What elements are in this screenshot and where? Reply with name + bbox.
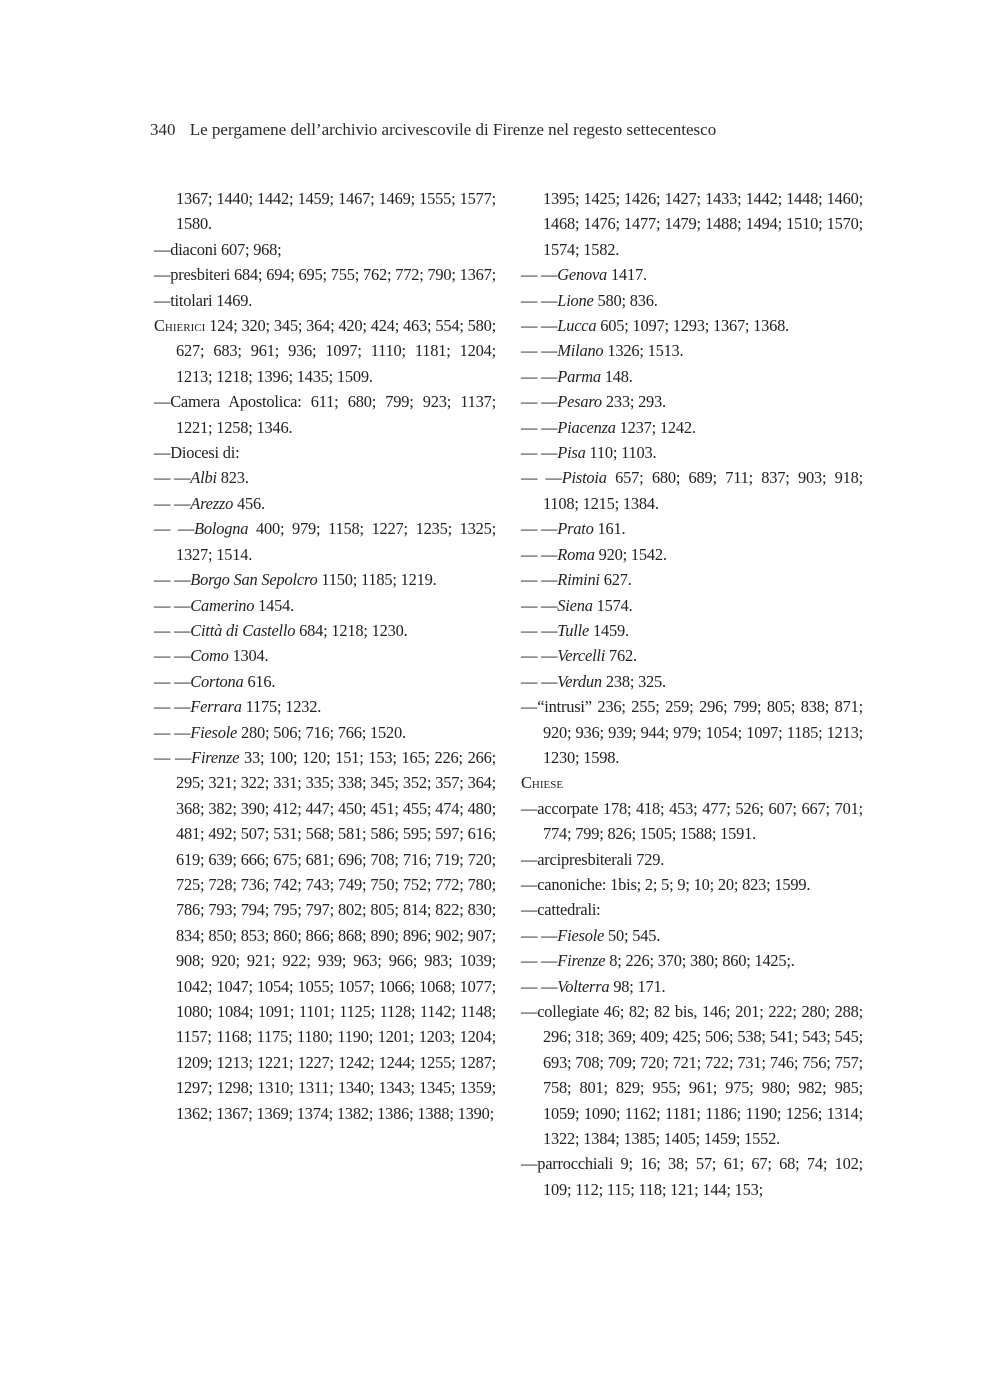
entry-references: 920; 1542.: [598, 544, 667, 564]
entry-dash: — —: [154, 722, 191, 742]
entry-dash: — —: [521, 951, 558, 971]
index-entry: [521, 1151, 863, 1202]
index-entry: [521, 897, 863, 922]
entry-references: 1417.: [610, 265, 647, 285]
index-entry: [521, 643, 863, 668]
entry-term: canoniche:: [537, 874, 607, 894]
index-entry: [154, 720, 496, 745]
entry-dash: — —: [521, 595, 558, 615]
entry-dash: —: [154, 265, 171, 285]
index-entry: [154, 618, 496, 643]
index-entry: [154, 745, 496, 1126]
entry-dash: —: [154, 290, 171, 310]
index-entry: [521, 313, 863, 338]
index-entry: [154, 262, 496, 287]
index-entry: [521, 694, 863, 770]
entry-term: Lucca: [557, 316, 597, 336]
entry-dash: — —: [521, 443, 558, 463]
running-title: Le pergamene dell’archivio arcivescovile di Firenze nel regesto settecentesco: [189, 120, 717, 139]
entry-dash: — —: [521, 544, 558, 564]
index-entry: [154, 389, 496, 440]
entry-references: 1304.: [232, 646, 269, 666]
entry-term: arcipresbiterali: [537, 849, 633, 869]
entry-dash: —: [521, 798, 538, 818]
entry-term: Prato: [557, 519, 594, 539]
running-header: [150, 120, 850, 140]
entry-term: Genova: [557, 265, 608, 285]
entry-term: collegiate: [537, 1002, 599, 1021]
entry-dash: — —: [521, 316, 558, 336]
index-entry: [154, 491, 496, 516]
entry-term: Verdun: [557, 671, 602, 691]
index-entry: [154, 313, 496, 389]
index-entry: [521, 618, 863, 643]
entry-term: Camerino: [190, 595, 255, 615]
entry-dash: —: [154, 392, 171, 412]
entry-term: diaconi: [170, 239, 218, 259]
entry-term: Cortona: [190, 671, 244, 691]
entry-dash: — —: [154, 697, 191, 717]
entry-references: 684; 1218; 1230.: [299, 620, 408, 640]
entry-references: 762.: [609, 646, 637, 666]
index-entry: [521, 974, 863, 999]
entry-term: accorpate: [537, 798, 599, 818]
entry-term: Borgo San Sepolcro: [190, 570, 318, 590]
entry-dash: — —: [521, 976, 558, 996]
index-entry: [154, 643, 496, 668]
entry-dash: —: [521, 874, 538, 894]
entry-references: 50; 545.: [608, 925, 661, 945]
entry-term: Volterra: [557, 976, 610, 996]
index-entry: [521, 440, 863, 465]
entry-references: 684; 694; 695; 755; 762; 772; 790; 1367;: [234, 265, 497, 285]
entry-term: Diocesi di:: [170, 443, 240, 463]
index-entry: [154, 237, 496, 262]
entry-dash: — —: [521, 646, 558, 666]
entry-term: Piacenza: [557, 417, 616, 437]
entry-term: Ferrara: [190, 697, 242, 717]
entry-references: 580; 836.: [597, 290, 658, 310]
index-entry: [521, 415, 863, 440]
entry-references: 1175; 1232.: [245, 697, 322, 717]
entry-references: 236; 255; 259; 296; 799; 805; 838; 871; 920; 936; 939; 944; 979; 1054; 1097; 1185; 1213; 1230; 1598.: [543, 697, 863, 767]
entry-references: 110; 1103.: [589, 443, 657, 463]
entry-dash: — —: [154, 519, 195, 539]
entry-dash: — —: [521, 925, 558, 945]
entry-references: 178; 418; 453; 477; 526; 607; 667; 701; 774; 799; 826; 1505; 1588; 1591.: [543, 798, 863, 844]
entry-term: presbiteri: [170, 265, 231, 285]
entry-dash: — —: [154, 493, 191, 513]
index-entry: [154, 186, 496, 237]
entry-references: 9; 16; 38; 57; 61; 67; 68; 74; 102; 109; 112; 115; 118; 121; 144; 153;: [543, 1154, 863, 1199]
entry-dash: — —: [521, 417, 558, 437]
entry-term: Albi: [190, 468, 217, 488]
entry-term: Tulle: [557, 620, 590, 640]
entry-references: 456.: [237, 493, 265, 513]
index-entry: [154, 567, 496, 592]
entry-references: 1454.: [258, 595, 295, 615]
entry-references: 605; 1097; 1293; 1367; 1368.: [600, 316, 790, 336]
entry-references: 823.: [220, 468, 249, 488]
entry-term: “intrusi”: [537, 697, 592, 717]
entry-dash: —: [154, 239, 171, 259]
entry-dash: — —: [521, 366, 558, 386]
entry-heading: Chiese: [521, 773, 564, 793]
entry-dash: — —: [154, 747, 192, 767]
page-number: 340: [150, 120, 176, 139]
index-entry: [154, 440, 496, 465]
entry-references: 161.: [597, 519, 626, 539]
index-entry: [521, 999, 863, 1151]
entry-dash: — —: [521, 392, 558, 412]
entry-term: Camera Apostolica:: [170, 392, 302, 412]
index-entry: [521, 542, 863, 567]
entry-dash: — —: [521, 671, 558, 691]
entry-references: 1459.: [592, 620, 629, 640]
index-entry: [154, 516, 496, 567]
index-column-left: [154, 186, 496, 1126]
entry-dash: — —: [521, 265, 558, 285]
entry-term: Firenze: [191, 747, 240, 767]
index-entry: [521, 262, 863, 287]
index-entry: [521, 288, 863, 313]
entry-term: Fiesole: [190, 722, 238, 742]
entry-dash: — —: [154, 570, 191, 590]
entry-references: 280; 506; 716; 766; 1520.: [241, 722, 406, 742]
index-entry: [521, 389, 863, 414]
index-entry: [521, 186, 863, 262]
entry-term: Como: [190, 646, 229, 666]
entry-dash: —: [521, 697, 538, 717]
entry-dash: —: [521, 1002, 538, 1021]
index-entry: [521, 923, 863, 948]
entry-dash: — —: [521, 341, 558, 361]
entry-references: 616.: [247, 671, 276, 691]
entry-term: Città di Castello: [190, 620, 296, 640]
entry-term: parrocchiali: [537, 1154, 614, 1174]
entry-references: 233; 293.: [605, 392, 666, 412]
index-column-right: [521, 186, 863, 1202]
index-entry: [521, 593, 863, 618]
entry-term: Pesaro: [557, 392, 602, 412]
index-entry: [154, 593, 496, 618]
entry-dash: — —: [154, 468, 191, 488]
entry-references: 124; 320; 345; 364; 420; 424; 463; 554; 580; 627; 683; 961; 936; 1097; 1110; 1181; 1204; 1213; 1218; 1396; 1435; 1509.: [176, 316, 496, 386]
entry-references: 607; 968;: [220, 239, 282, 259]
entry-references: 1150; 1185; 1219.: [321, 570, 437, 590]
entry-dash: —: [521, 849, 538, 869]
entry-dash: — —: [521, 620, 558, 640]
index-entry: [521, 567, 863, 592]
index-entry: [154, 669, 496, 694]
entry-references: 1326; 1513.: [607, 341, 684, 361]
index-entry: [521, 516, 863, 541]
entry-dash: — —: [154, 595, 191, 615]
index-entry: [521, 847, 863, 872]
index-entry: [521, 770, 863, 795]
entry-references: 611; 680; 799; 923; 1137; 1221; 1258; 1346.: [176, 392, 496, 437]
entry-dash: — —: [154, 671, 191, 691]
entry-dash: —: [521, 1154, 538, 1174]
entry-references: 1237; 1242.: [619, 417, 696, 437]
entry-dash: — —: [521, 290, 558, 310]
entry-references: 148.: [604, 366, 633, 386]
entry-term: Arezzo: [190, 493, 234, 513]
entry-term: Bologna: [194, 519, 249, 539]
entry-references: 657; 680; 689; 711; 837; 903; 918; 1108; 1215; 1384.: [543, 468, 864, 513]
entry-term: Firenze: [557, 951, 606, 971]
entry-dash: — —: [521, 468, 562, 488]
entry-references: 1395; 1425; 1426; 1427; 1433; 1442; 1448; 1460; 1468; 1476; 1477; 1479; 1488; 1494; 1510; 1570; 1574; 1582.: [543, 189, 863, 259]
entry-term: Rimini: [557, 570, 600, 590]
entry-references: 33; 100; 120; 151; 153; 165; 226; 266; 295; 321; 322; 331; 335; 338; 345; 352; 357; 364; 368; 382; 390; 412; 447; 450; 451; 455; 474; 480; 481; 492; 507; 531; 568; 581; 586; 595; 597; 616; 619; 639; 666; 675; 681; 696; 708; 716; 719; 720; 725; 728; 736; 742; 743; 749; 750; 752; 772; 780; 786; 793; 794; 795; 797; 802; 805; 814; 822; 830; 834; 850; 853; 860; 866; 868; 890; 896; 902; 907; 908; 920; 921; 922; 939; 963; 966; 983; 1039; 1042; 1047; 1054; 1055; 1057; 1066; 1068; 1077; 1080; 1084; 1091; 1101; 1125; 1128; 1142; 1148; 1157; 1168; 1175; 1180; 1190; 1201; 1203; 1204; 1209; 1213; 1221; 1227; 1242; 1244; 1255; 1287; 1297; 1298; 1310; 1311; 1340; 1343; 1345; 1359; 1362; 1367; 1369; 1374; 1382; 1386; 1388; 1390;: [176, 747, 496, 1123]
entry-term: Fiesole: [557, 925, 605, 945]
entry-references: 1469.: [216, 290, 253, 310]
entry-dash: —: [154, 443, 171, 463]
entry-term: Pistoia: [561, 468, 607, 488]
entry-heading: Chierici: [154, 316, 206, 336]
entry-term: Roma: [557, 544, 595, 564]
entry-term: titolari: [170, 290, 213, 310]
entry-term: Pisa: [557, 443, 586, 463]
entry-references: 1574.: [596, 595, 633, 615]
index-entry: [521, 669, 863, 694]
entry-dash: —: [521, 900, 538, 920]
entry-term: Milano: [557, 341, 604, 361]
index-entry: [521, 364, 863, 389]
index-entry: [154, 694, 496, 719]
index-entry: [521, 465, 863, 516]
index-entry: [154, 465, 496, 490]
entry-references: 400; 979; 1158; 1227; 1235; 1325; 1327; 1514.: [176, 519, 497, 564]
entry-references: 8; 226; 370; 380; 860; 1425;.: [609, 951, 795, 971]
entry-term: Lione: [557, 290, 594, 310]
entry-references: 46; 82; 82 bis, 146; 201; 222; 280; 288; 296; 318; 369; 409; 425; 506; 538; 541; 543; 545; 693; 708; 709; 720; 721; 722; 731; 746; 756; 757; 758; 801; 829; 955; 961; 975; 980; 982; 985; 1059; 1090; 1162; 1181; 1186; 1190; 1256; 1314; 1322; 1384; 1385; 1405; 1459; 1552.: [543, 1002, 863, 1149]
entry-references: 98; 171.: [613, 976, 666, 996]
index-entry: [154, 288, 496, 313]
index-entry: [521, 796, 863, 847]
entry-dash: — —: [154, 620, 191, 640]
entry-references: 627.: [603, 570, 632, 590]
entry-references: 1bis; 2; 5; 9; 10; 20; 823; 1599.: [610, 874, 811, 894]
index-entry: [521, 872, 863, 897]
entry-references: 238; 325.: [605, 671, 666, 691]
entry-references: 1367; 1440; 1442; 1459; 1467; 1469; 1555; 1577; 1580.: [176, 189, 496, 234]
entry-term: Vercelli: [557, 646, 606, 666]
entry-dash: — —: [154, 646, 191, 666]
entry-references: 729.: [636, 849, 665, 869]
entry-term: Parma: [557, 366, 601, 386]
entry-term: Siena: [557, 595, 593, 615]
index-entry: [521, 948, 863, 973]
entry-dash: — —: [521, 570, 558, 590]
entry-term: cattedrali:: [537, 900, 601, 920]
entry-dash: — —: [521, 519, 558, 539]
index-entry: [521, 338, 863, 363]
